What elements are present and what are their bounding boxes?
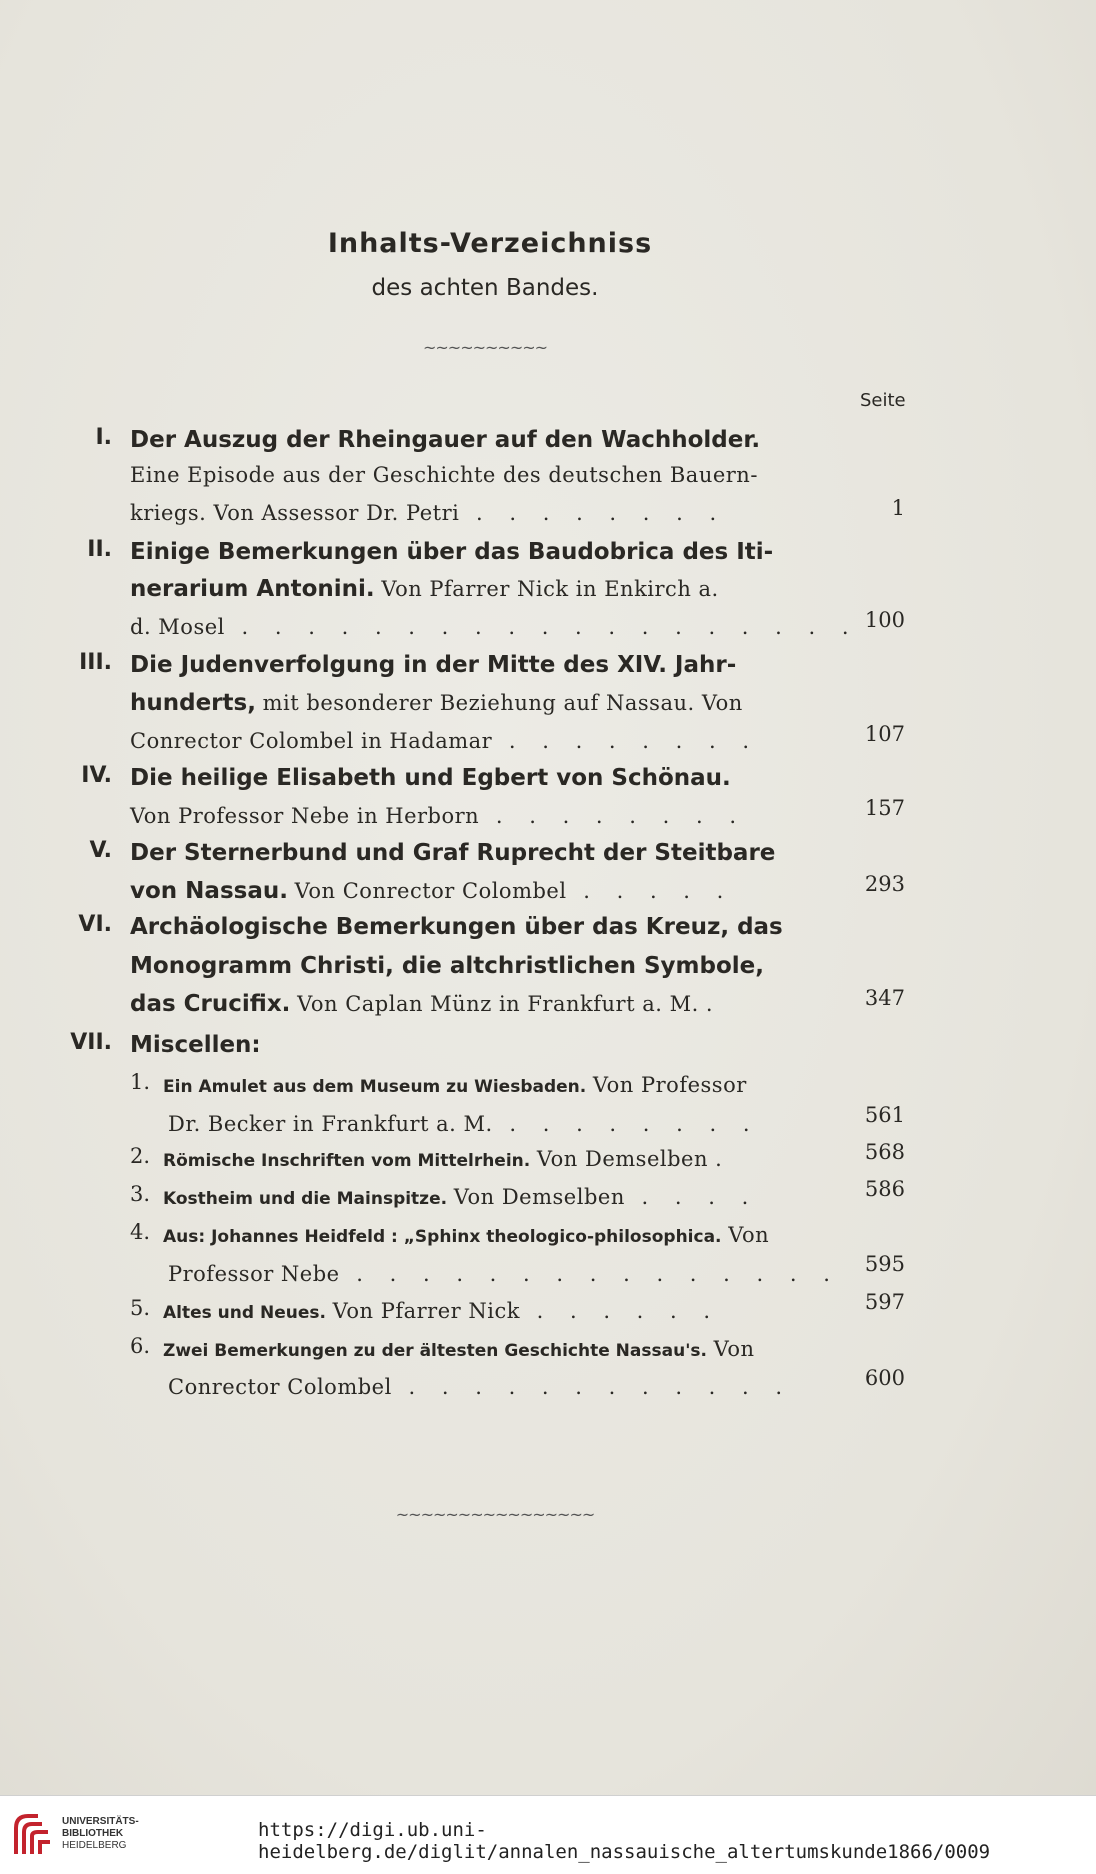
entry-text: d. Mosel . . . . . . . . . . . . . . . . . . . bbox=[130, 615, 859, 639]
miscellen-text: Dr. Becker in Frankfurt a. M. . . . . . . . . bbox=[168, 1112, 760, 1136]
miscellen-page-number: 600 bbox=[864, 1366, 905, 1390]
library-logo-text: UNIVERSITÄTS- BIBLIOTHEK HEIDELBERG bbox=[62, 1816, 139, 1851]
entry-number: VII. bbox=[70, 1030, 112, 1055]
entry-heading: Archäologische Bemerkungen über das Kreuz, das bbox=[130, 914, 783, 940]
entry-heading: Die heilige Elisabeth und Egbert von Schönau. bbox=[130, 765, 731, 791]
entry-page-number: 100 bbox=[864, 608, 905, 632]
miscellen-number: 5. bbox=[129, 1296, 150, 1320]
miscellen-text: Ein Amulet aus dem Museum zu Wiesbaden. Von Professor bbox=[163, 1073, 747, 1097]
entry-text: Eine Episode aus der Geschichte des deutschen Bauern- bbox=[130, 463, 758, 487]
entry-text: Conrector Colombel in Hadamar . . . . . . . . bbox=[130, 729, 760, 753]
entry-heading: Miscellen: bbox=[130, 1032, 261, 1058]
ornament-bottom: ~~~~~~~~~~~~~~~~ bbox=[395, 1505, 595, 1524]
entry-text: nerarium Antonini. Von Pfarrer Nick in Enkirch a. bbox=[130, 576, 719, 602]
entry-heading: Der Sternerbund und Graf Ruprecht der Steitbare bbox=[130, 840, 776, 866]
entry-heading: Monogramm Christi, die altchristlichen Symbole, bbox=[130, 953, 764, 979]
entry-number: III. bbox=[79, 650, 112, 675]
miscellen-text: Römische Inschriften vom Mittelrhein. Von Demselben . bbox=[163, 1147, 723, 1171]
entry-page-number: 293 bbox=[864, 872, 905, 896]
entry-page-number: 1 bbox=[891, 496, 905, 520]
miscellen-page-number: 568 bbox=[864, 1140, 905, 1164]
miscellen-text: Kostheim und die Mainspitze. Von Demselben . . . . bbox=[163, 1185, 759, 1209]
entry-text: von Nassau. Von Conrector Colombel . . . . . bbox=[130, 878, 734, 904]
miscellen-number: 1. bbox=[129, 1070, 150, 1094]
entry-text: kriegs. Von Assessor Dr. Petri . . . . . . . . bbox=[130, 501, 727, 525]
page-url[interactable]: https://digi.ub.uni-heidelberg.de/diglit/annalen_nassauische_altertumskunde1866/0009 bbox=[258, 1819, 991, 1863]
entry-text: hunderts, mit besonderer Beziehung auf Nassau. Von bbox=[130, 690, 743, 716]
library-logo-icon bbox=[12, 1810, 54, 1858]
entry-page-number: 107 bbox=[864, 722, 905, 746]
miscellen-page-number: 561 bbox=[864, 1103, 905, 1127]
miscellen-number: 2. bbox=[129, 1144, 150, 1168]
entry-page-number: 157 bbox=[864, 796, 905, 820]
entry-page-number: 347 bbox=[864, 986, 905, 1010]
entry-number: II. bbox=[87, 537, 112, 562]
entry-number: IV. bbox=[81, 763, 112, 788]
page-subtitle: des achten Bandes. bbox=[371, 275, 599, 301]
miscellen-number: 6. bbox=[129, 1334, 150, 1358]
entry-number: VI. bbox=[78, 912, 112, 937]
page-title: Inhalts-Verzeichniss bbox=[327, 228, 653, 259]
entry-heading: Einige Bemerkungen über das Baudobrica des Iti- bbox=[130, 539, 774, 565]
miscellen-text: Conrector Colombel . . . . . . . . . . . . bbox=[168, 1375, 793, 1399]
entry-heading: Der Auszug der Rheingauer auf den Wachholder. bbox=[130, 427, 761, 453]
miscellen-page-number: 586 bbox=[864, 1177, 905, 1201]
entry-text: das Crucifix. Von Caplan Münz in Frankfurt a. M. . bbox=[130, 991, 714, 1017]
ornament-top: ~~~~~~~~~~ bbox=[422, 338, 548, 357]
miscellen-page-number: 595 bbox=[864, 1252, 905, 1276]
entry-number: I. bbox=[95, 425, 112, 450]
miscellen-text: Professor Nebe . . . . . . . . . . . . . . . bbox=[168, 1262, 840, 1286]
miscellen-number: 4. bbox=[129, 1220, 150, 1244]
viewer-footer bbox=[0, 1795, 1096, 1874]
seite-label: Seite bbox=[860, 390, 906, 411]
entry-text: Von Professor Nebe in Herborn . . . . . . . . bbox=[130, 804, 747, 828]
miscellen-text: Altes und Neues. Von Pfarrer Nick . . . . . . bbox=[163, 1299, 721, 1323]
miscellen-number: 3. bbox=[129, 1182, 150, 1206]
miscellen-text: Zwei Bemerkungen zu der ältesten Geschichte Nassau's. Von bbox=[163, 1337, 755, 1361]
miscellen-text: Aus: Johannes Heidfeld : „Sphinx theologico-philosophica. Von bbox=[163, 1223, 770, 1247]
miscellen-page-number: 597 bbox=[864, 1290, 905, 1314]
entry-number: V. bbox=[89, 838, 112, 863]
entry-heading: Die Judenverfolgung in der Mitte des XIV. Jahr- bbox=[130, 652, 737, 678]
